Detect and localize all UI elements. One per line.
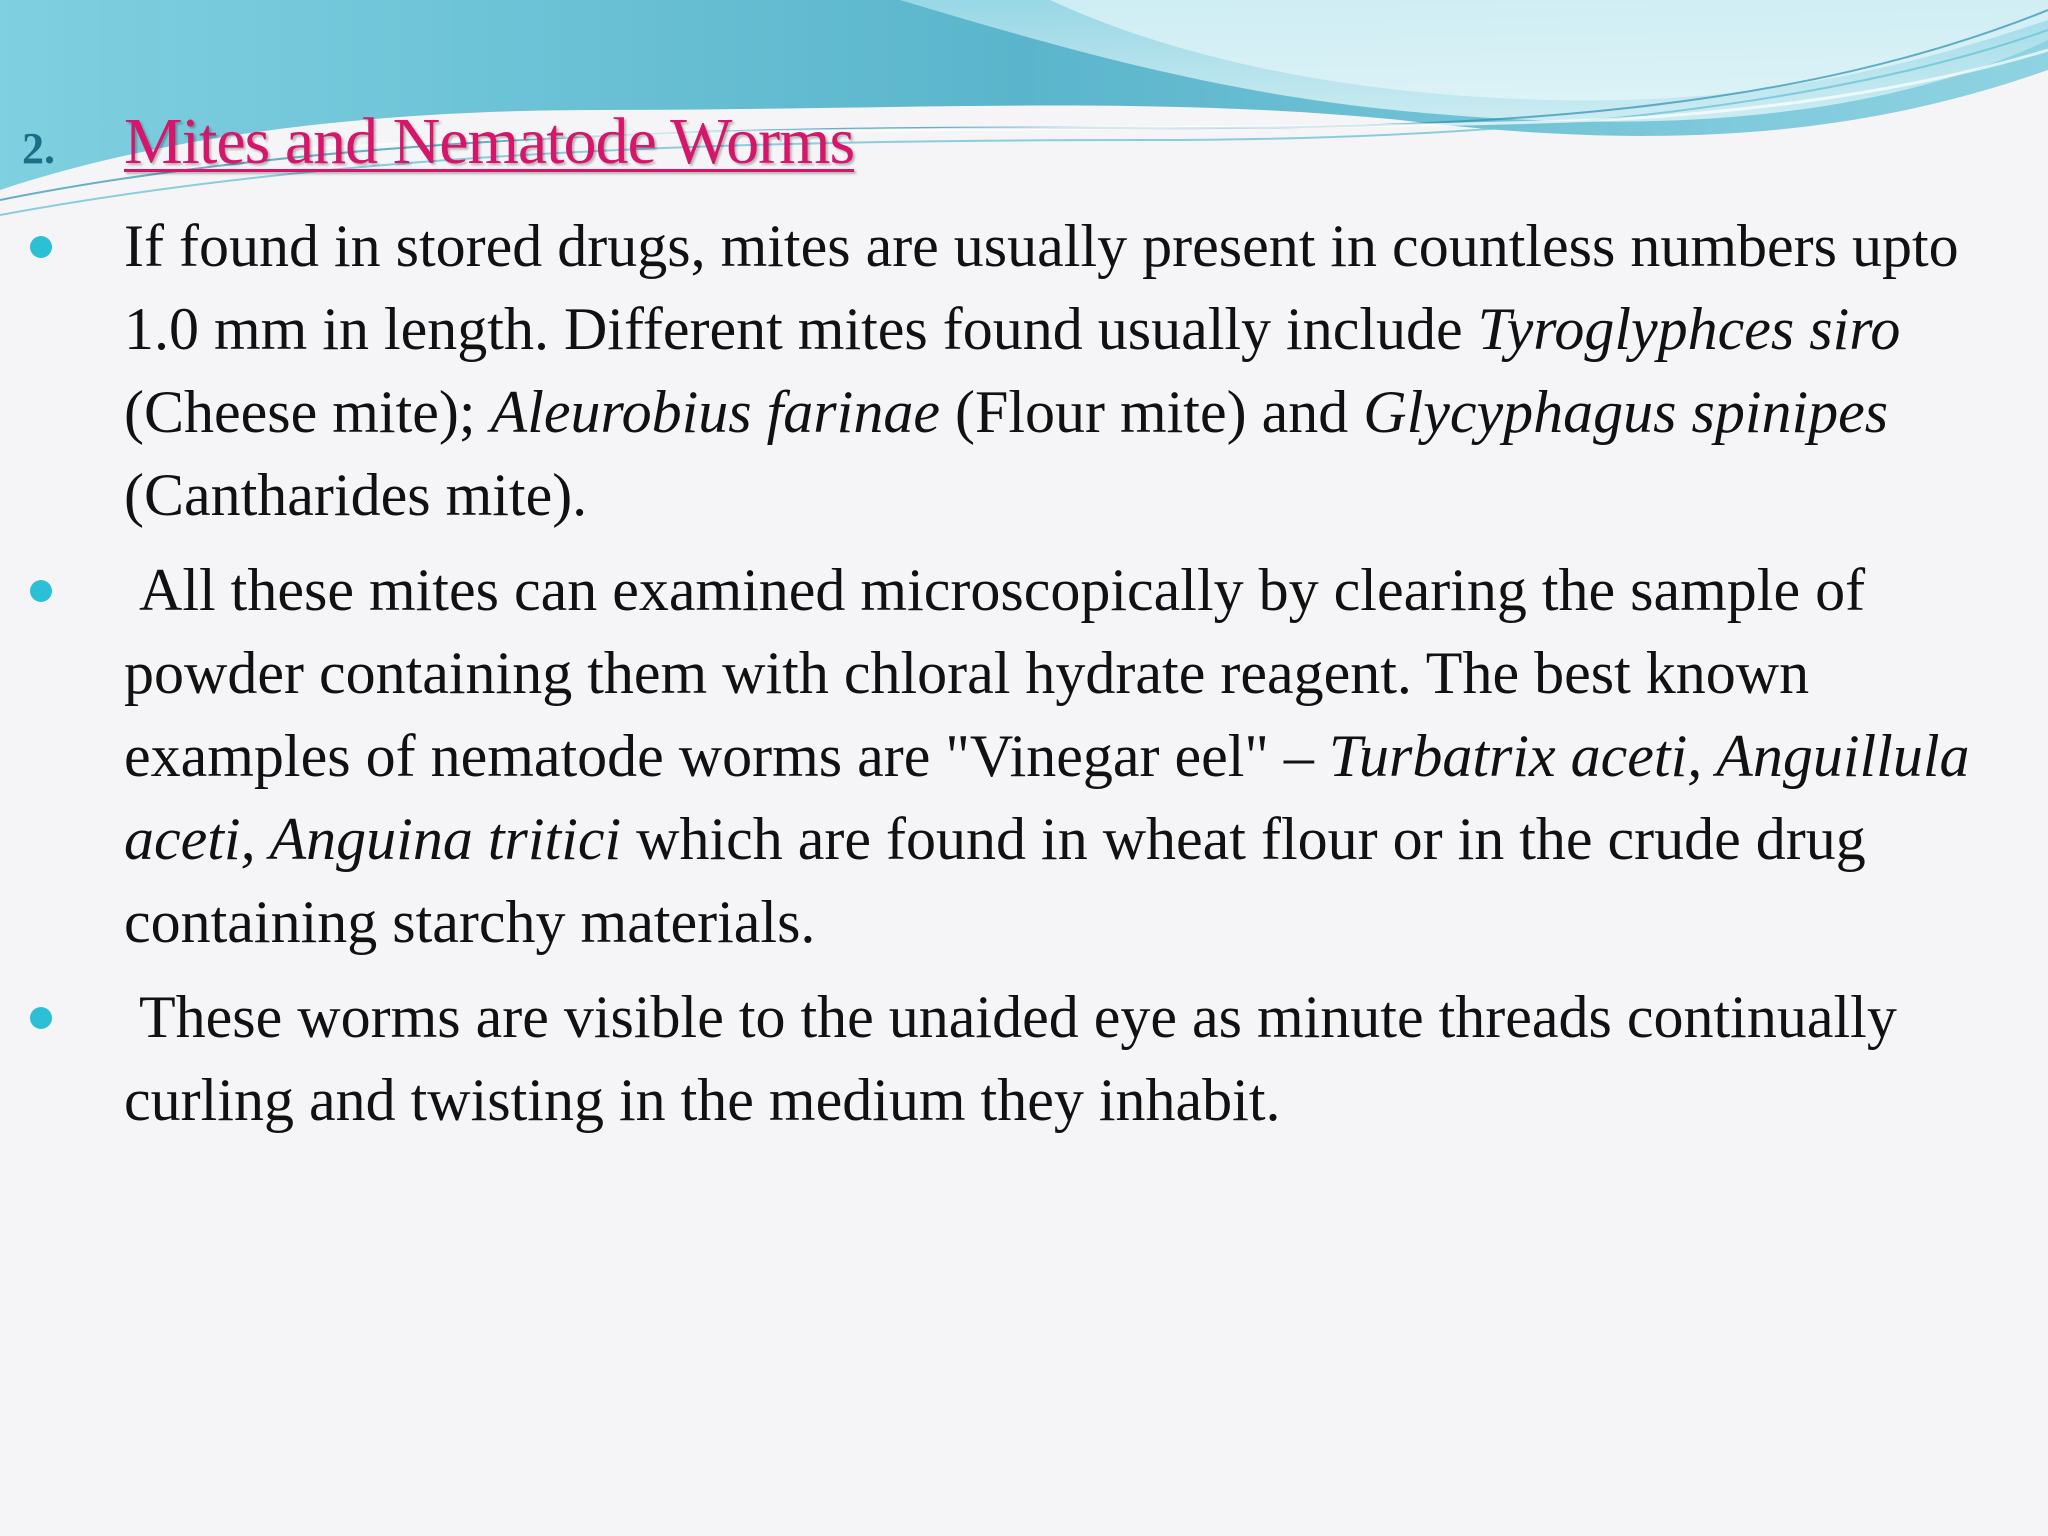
bullet-text: These worms are visible to the unaided eye as minute threads continually curling and twisting in the medium they inhabit. — [124, 984, 1912, 1133]
bullet-dot-icon — [30, 580, 52, 602]
heading-title: Mites and Nematode Worms — [124, 105, 855, 178]
bullet-list — [0, 205, 2048, 1154]
bullet-text: If found in stored drugs, mites are usually present in countless numbers upto 1.0 mm in length. Different mites found usually include Tyroglyphces siro (Cheese mite); Aleurobius farinae (Flour mite) and Glycyphagus spinipes (Cantharides mite). — [124, 213, 1959, 528]
bullet-item-worms-visible — [0, 976, 2024, 1142]
bullet-item-mites — [0, 205, 2024, 537]
bullet-text: All these mites can examined microscopically by clearing the sample of powder containing them with chloral hydrate reagent. The best known examples of nematode worms are "Vinegar eel" – Turbatrix aceti, Anguillula aceti, Anguina tritici which are found in wheat flour or in the crude drug containing starchy materials. — [124, 557, 1985, 955]
heading-number: 2. — [22, 124, 55, 173]
bullet-item-examination — [0, 549, 2048, 964]
bullet-dot-icon — [30, 236, 52, 258]
bullet-dot-icon — [30, 1007, 52, 1029]
slide-heading — [22, 104, 854, 184]
